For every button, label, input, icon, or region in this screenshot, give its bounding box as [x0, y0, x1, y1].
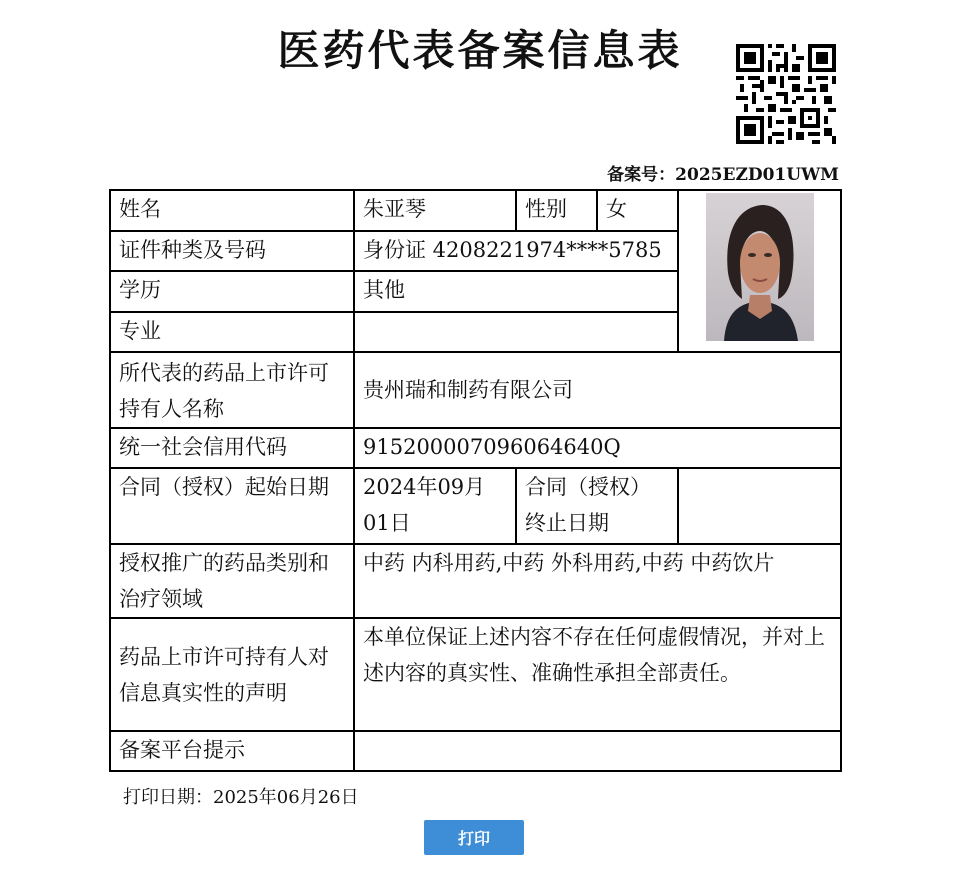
print-button[interactable]: 打印 — [424, 820, 524, 855]
name-label: 姓名 — [110, 190, 354, 231]
contract-end-label: 合同（授权）终止日期 — [516, 468, 678, 544]
gender-label: 性别 — [516, 190, 597, 231]
record-number: 备案号：2025EZD01UWM — [607, 165, 839, 185]
holder-label: 所代表的药品上市许可持有人名称 — [110, 352, 354, 428]
gender-value: 女 — [597, 190, 678, 231]
page-title: 医药代表备案信息表 — [277, 26, 683, 75]
contract-start-label: 合同（授权）起始日期 — [110, 468, 354, 544]
credit-code-value: 915200007096064640Q — [354, 428, 841, 468]
id-photo — [706, 193, 814, 341]
name-value: 朱亚琴 — [354, 190, 516, 231]
id-label: 证件种类及号码 — [110, 231, 354, 271]
education-label: 学历 — [110, 271, 354, 312]
holder-value: 贵州瑞和制药有限公司 — [354, 352, 841, 428]
education-value: 其他 — [354, 271, 678, 312]
declaration-label: 药品上市许可持有人对信息真实性的声明 — [110, 618, 354, 731]
photo-cell — [678, 190, 841, 352]
declaration-value: 本单位保证上述内容不存在任何虚假情况，并对上述内容的真实性、准确性承担全部责任。 — [354, 618, 841, 731]
print-date: 打印日期：2025年06月26日 — [123, 787, 359, 808]
major-label: 专业 — [110, 312, 354, 352]
qr-code-icon — [736, 44, 836, 144]
credit-code-label: 统一社会信用代码 — [110, 428, 354, 468]
contract-end-value — [678, 468, 841, 544]
info-form-table — [109, 189, 842, 772]
id-value: 身份证 4208221974****5785 — [354, 231, 678, 271]
platform-value — [354, 731, 841, 771]
category-label: 授权推广的药品类别和治疗领域 — [110, 544, 354, 618]
contract-start-value: 2024年09月01日 — [354, 468, 516, 544]
platform-label: 备案平台提示 — [110, 731, 354, 771]
major-value — [354, 312, 678, 352]
category-value: 中药 内科用药,中药 外科用药,中药 中药饮片 — [354, 544, 841, 618]
